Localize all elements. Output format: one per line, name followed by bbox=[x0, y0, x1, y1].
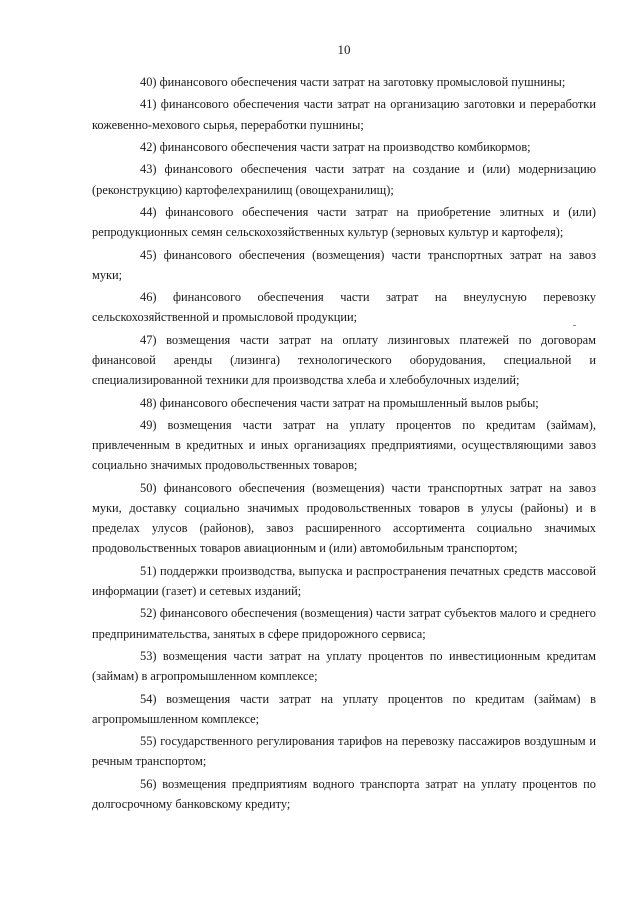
list-item-50: 50) финансового обеспечения (возмещения) части транспортных затрат на завоз муки, доставку социально значимых продовольственных товаров в улусы (районы) и в пределах улусов (районов), завоз расширенного ассортимента социально значимых продовольственных товаров авиационным и (или) автомобильным транспортом; bbox=[92, 480, 596, 556]
list-item-51: 51) поддержки производства, выпуска и распространения печатных средств массовой информации (газет) и сетевых изданий; bbox=[92, 563, 596, 598]
list-item-44: 44) финансового обеспечения части затрат на приобретение элитных и (или) репродукционных семян сельскохозяйственных культур (зерновых культур и картофеля); bbox=[92, 204, 596, 240]
page-number: 10 bbox=[337, 42, 351, 57]
list-item-53: 53) возмещения части затрат на уплату процентов по инвестиционным кредитам (займам) в агропромышленном комплексе; bbox=[92, 648, 596, 684]
list-item-49: 49) возмещения части затрат на уплату процентов по кредитам (займам), привлеченным в кредитных и иных организациях предприятиями, осуществляющими завоз социально значимых продовольственных товаров; bbox=[92, 417, 596, 473]
list-item-54: 54) возмещения части затрат на уплату процентов по кредитам (займам) в агропромышленном комплексе; bbox=[92, 691, 596, 726]
list-item-46: 46) финансового обеспечения части затрат на внеулусную перевозку сельскохозяйственной и промысловой продукции; bbox=[92, 290, 596, 325]
list-item-56: 56) возмещения предприятиям водного транспорта затрат на уплату процентов по долгосрочному банковскому кредиту; bbox=[92, 776, 596, 811]
list-item-42: 42) финансового обеспечения части затрат на производство комбикормов; bbox=[140, 139, 531, 154]
list-item-43: 43) финансового обеспечения части затрат на создание и (или) модернизацию (реконструкцию) картофелехранилищ (овощехранилищ); bbox=[92, 162, 596, 197]
list-item-45: 45) финансового обеспечения (возмещения) части транспортных затрат на завоз муки; bbox=[92, 247, 596, 282]
list-item-48: 48) финансового обеспечения части затрат на промышленный вылов рыбы; bbox=[140, 395, 539, 410]
scan-speck bbox=[573, 325, 576, 326]
list-item-47: 47) возмещения части затрат на оплату лизинговых платежей по договорам финансовой аренды (лизинга) технологического оборудования, специальной и специализированной техники для производства хлеба и хлебобулочных изделий; bbox=[92, 332, 596, 388]
list-item-41: 41) финансового обеспечения части затрат на организацию заготовки и переработки кожевенно-мехового сырья, переработки пушнины; bbox=[92, 97, 596, 132]
list-item-40: 40) финансового обеспечения части затрат на заготовку промысловой пушнины; bbox=[140, 75, 566, 89]
list-item-55: 55) государственного регулирования тарифов на перевозку пассажиров воздушным и речным транспортом; bbox=[92, 734, 596, 769]
list-item-52: 52) финансового обеспечения (возмещения) части затрат субъектов малого и среднего предпринимательства, занятых в сфере придорожного сервиса; bbox=[92, 606, 596, 641]
